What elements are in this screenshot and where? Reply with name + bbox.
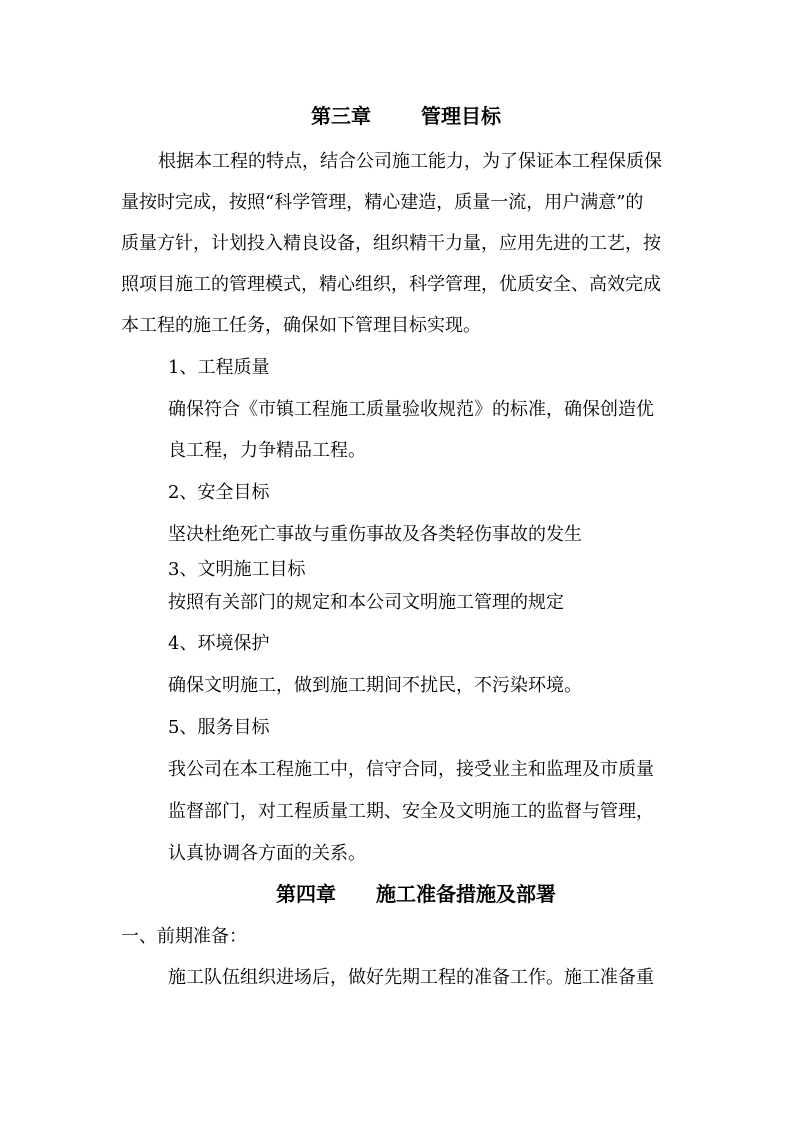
goal-5-line-3: 认真协调各方面的关系。 xyxy=(168,843,366,864)
goal-4-heading: 4、环境保护 xyxy=(168,633,270,654)
section1-heading: 一、前期准备： xyxy=(121,926,247,947)
goal-3-heading: 3、文明施工目标 xyxy=(168,559,306,580)
chapter3-name: 管理目标 xyxy=(421,104,501,128)
goal-5-line-2: 监督部门，对工程质量工期、安全及文明施工的监督与管理， xyxy=(168,801,654,822)
chapter3-number: 第三章 xyxy=(311,104,371,128)
section1-line-1: 施工队伍组织进场后，做好先期工程的准备工作。施工准备重 xyxy=(168,967,654,988)
chapter3-title xyxy=(311,104,501,128)
goal-1-line-2: 良工程，力争精品工程。 xyxy=(168,440,366,461)
goal-2-line-1: 坚决杜绝死亡事故与重伤事故及各类轻伤事故的发生 xyxy=(168,524,582,545)
goal-3-line-1: 按照有关部门的规定和本公司文明施工管理的规定 xyxy=(168,592,564,613)
chapter4-name: 施工准备措施及部署 xyxy=(376,882,556,906)
goal-5-heading: 5、服务目标 xyxy=(168,717,270,738)
chapter4-number: 第四章 xyxy=(276,882,336,906)
intro-line-3: 质量方针，计划投入精良设备，组织精干力量，应用先进的工艺，按 xyxy=(121,233,661,254)
intro-line-5: 本工程的施工任务，确保如下管理目标实现。 xyxy=(121,315,481,336)
intro-line-2: 量按时完成，按照“科学管理，精心建造，质量一流，用户满意”的 xyxy=(121,192,644,213)
intro-line-4: 照项目施工的管理模式，精心组织，科学管理，优质安全、高效完成 xyxy=(121,274,661,295)
intro-line-1: 根据本工程的特点，结合公司施工能力，为了保证本工程保质保 xyxy=(158,151,662,172)
goal-5-line-1: 我公司在本工程施工中，信守合同，接受业主和监理及市质量 xyxy=(168,759,654,780)
goal-1-heading: 1、工程质量 xyxy=(168,357,270,378)
goal-2-heading: 2、安全目标 xyxy=(168,482,270,503)
goal-1-line-1: 确保符合《市镇工程施工质量验收规范》的标准，确保创造优 xyxy=(168,399,654,420)
goal-4-line-1: 确保文明施工，做到施工期间不扰民，不污染环境。 xyxy=(168,675,582,696)
chapter4-title xyxy=(276,882,556,906)
